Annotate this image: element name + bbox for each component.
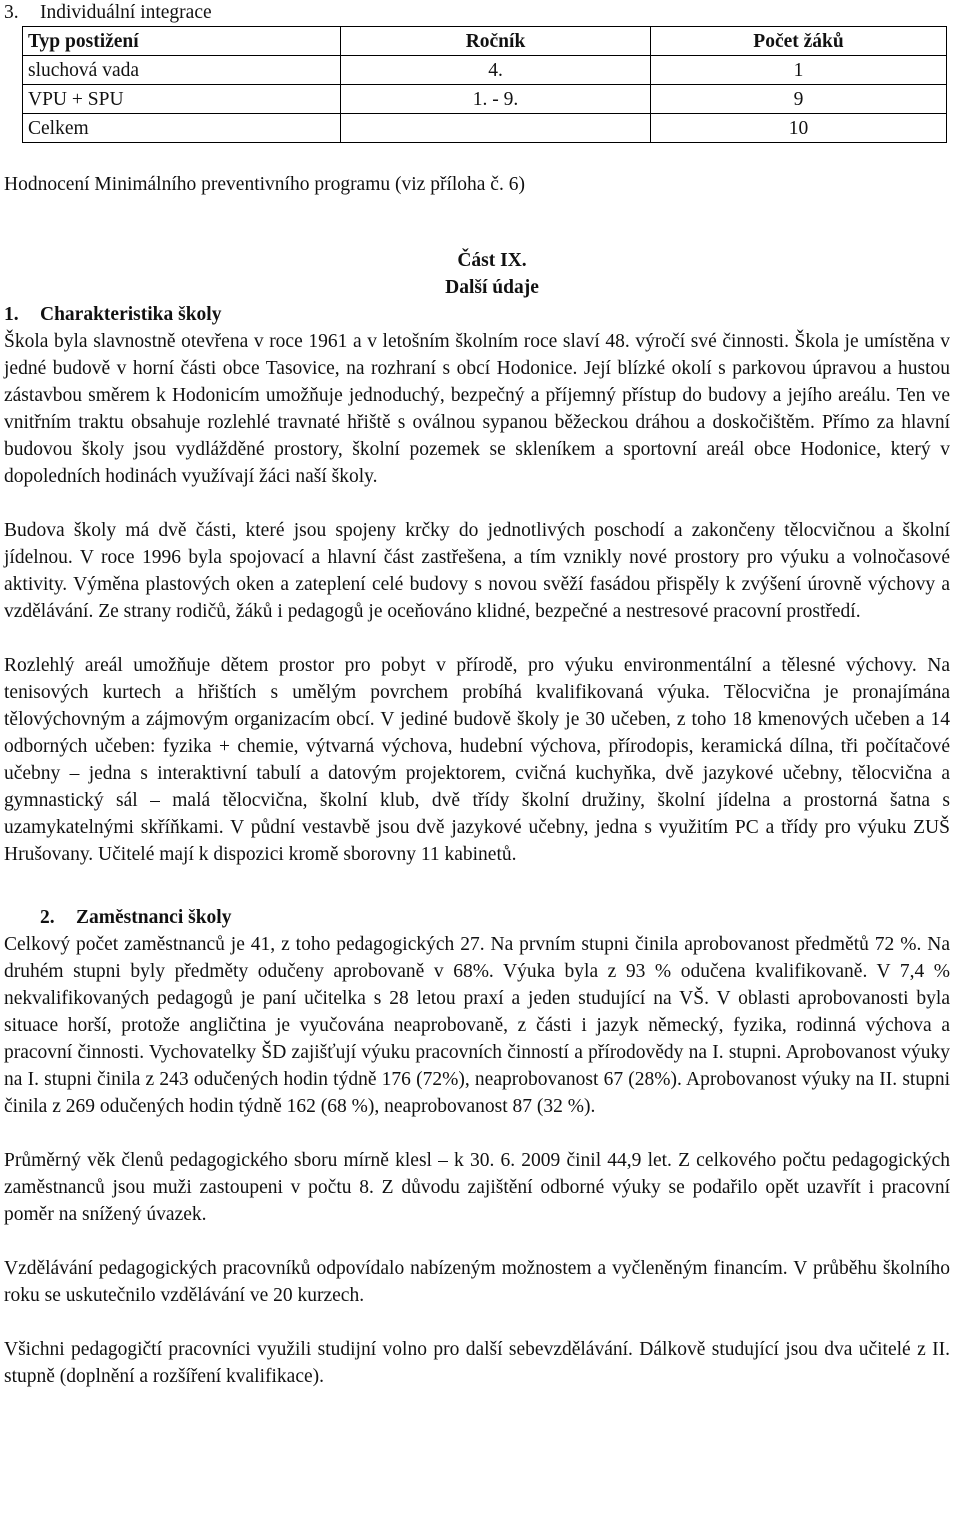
section-number: 2. [40,907,55,928]
part-subtitle: Další údaje [445,277,539,298]
table-header-cell: Počet žáků [651,27,947,56]
table-cell: 1. - 9. [341,85,651,114]
paragraph-gap [4,1228,950,1255]
table-row [23,56,947,85]
paragraph-gap [4,1120,950,1147]
paragraph: Všichni pedagogičtí pracovníci využili studijní volno pro další sebevzdělávání. Dálkově studující jsou dva učitelé z II. stupně (doplnění a rozšíření kvalifikace). [4,1339,950,1387]
table-cell: 10 [651,114,947,143]
section-title: Zaměstnanci školy [76,907,232,928]
table-header-cell: Ročník [341,27,651,56]
paragraph: Škola byla slavnostně otevřena v roce 1961 a v letošním školním roce slaví 48. výročí své činnosti. Škola je umístěna v jedné budově v horní části obce Tasovice, na rozhraní s obcí Hodonice. Její blízké okolí s parkovou úpravou a hustou zástavbou směrem k Hodonicím umožňuje jednoduchý, bezpečný a příjemný přístup do budovy a jejího areálu. Ten ve vnitřním traktu obsahuje rozlehlé travnaté hřiště s oválnou sypanou běžeckou dráhou a doskočištěm. Přímo za hlavní budovou školy jsou vydlážděné prostory, školní pozemek se skleníkem a sportovní areál obce Hodonice, který v dopoledních hodinách využívají žáci naší školy. [4,331,950,487]
part-heading-block [4,247,950,301]
table-cell [341,114,651,143]
paragraph: Vzdělávání pedagogických pracovníků odpovídalo nabízeným možnostem a vyčleněným financím. V průběhu školního roku se uskutečnilo vzdělávání ve 20 kurzech. [4,1258,950,1306]
section-3-heading [4,0,950,26]
prevention-program-note: Hodnocení Minimálního preventivního programu (viz příloha č. 6) [4,174,525,195]
paragraph-gap [4,490,950,517]
table-row [23,85,947,114]
table-cell: 1 [651,56,947,85]
section-title: Charakteristika školy [40,304,222,325]
section-zamestnanci-heading [4,904,950,931]
paragraph: Rozlehlý areál umožňuje dětem prostor pro pobyt v přírodě, pro výuku environmentální a tělesné výchovy. Na tenisových kurtech a hřištích s umělým povrchem probíhá kvalifikovaná výuka. Tělocvična je pronajímána tělovýchovným a zájmovým organizacím obcí. V jediné budově školy je 30 učeben, z toho 18 kmenových učeben a 14 odborných učeben: fyzika + chemie, výtvarná výchova, hudební výchova, přírodopis, keramická dílna, tři počítačové učebny – jedna s interaktivní tabulí a datovým projektorem, cvičná kuchyňka, dvě jazykové učebny, tělocvična a gymnastický sál – malá tělocvična, školní klub, dvě třídy školní družiny, školní jídelna a prostorná šatna s uzamykatelnými skříňkami. V půdní vestavbě jsou dvě jazykové učebny, jedna s využitím PC a třídy pro výuku ZUŠ Hrušovany. Učitelé mají k dispozici kromě sborovny 11 kabinetů. [4,655,950,865]
document-page [4,0,950,1390]
paragraph: Průměrný věk členů pedagogického sboru mírně klesl – k 30. 6. 2009 činil 44,9 let. Z celkového počtu pedagogických zaměstnanců jsou muži zastoupeni v počtu 8. Z důvodu zajištění odborné výuky se podařilo opět uzavřít i pracovní poměr na snížený úvazek. [4,1150,950,1225]
table-cell: VPU + SPU [23,85,341,114]
table-cell: 9 [651,85,947,114]
paragraph: Celkový počet zaměstnanců je 41, z toho pedagogických 27. Na prvním stupni činila aprobovanost předmětů 72 %. Na druhém stupni byly předměty odučeny aprobovaně v 68%. Výuka byla z 93 % odučena kvalifikovaně. V 7,4 % nekvalifikovaných pedagogů je paní učitelka s 28 letou praxí a jeden studující na VŠ. V oblasti aprobovanosti byla situace horší, protože angličtina je vyučována neaprobovaně, z části i jazyk německý, fyzika, rodinná výchova a pracovní činnosti. Vychovatelky ŠD zajišťují výuku pracovních činností a přírodovědy na I. stupni. Aprobovanost výuky na I. stupni činila z 243 odučených hodin týdně 176 (72%), neaprobovanost 67 (28%). Aprobovanost výuky na II. stupni činila z 269 odučených hodin týdně 162 (68 %), neaprobovanost 87 (32 %). [4,934,950,1117]
table-cell: sluchová vada [23,56,341,85]
table-cell: Celkem [23,114,341,143]
part-title: Část IX. [457,250,527,271]
paragraph: Budova školy má dvě části, které jsou spojeny krčky do jednotlivých poschodí a zakončeny tělocvičnou a školní jídelnou. V roce 1996 byla spojovací a hlavní část zastřešena, a tím vznikly nové prostory pro výuku a volnočasové aktivity. Výměna plastových oken a zateplení celé budovy s novou svěží fasádou přispěly k zvýšení úrovně výchovy a vzdělávání. Ze strany rodičů, žáků i pedagogů je oceňováno klidné, bezpečné a nestresové pracovní prostředí. [4,520,950,622]
integration-table [22,26,947,143]
section-3-number: 3. [4,2,19,23]
table-header-row [23,27,947,56]
table-cell: 4. [341,56,651,85]
paragraph-gap [4,1309,950,1336]
section-3-title: Individuální integrace [40,2,212,23]
paragraph-gap [4,625,950,652]
table-header-cell: Typ postižení [23,27,341,56]
table-row [23,114,947,143]
section-number: 1. [4,304,19,325]
section-charakteristika-heading [4,301,950,328]
section-gap [4,868,950,904]
